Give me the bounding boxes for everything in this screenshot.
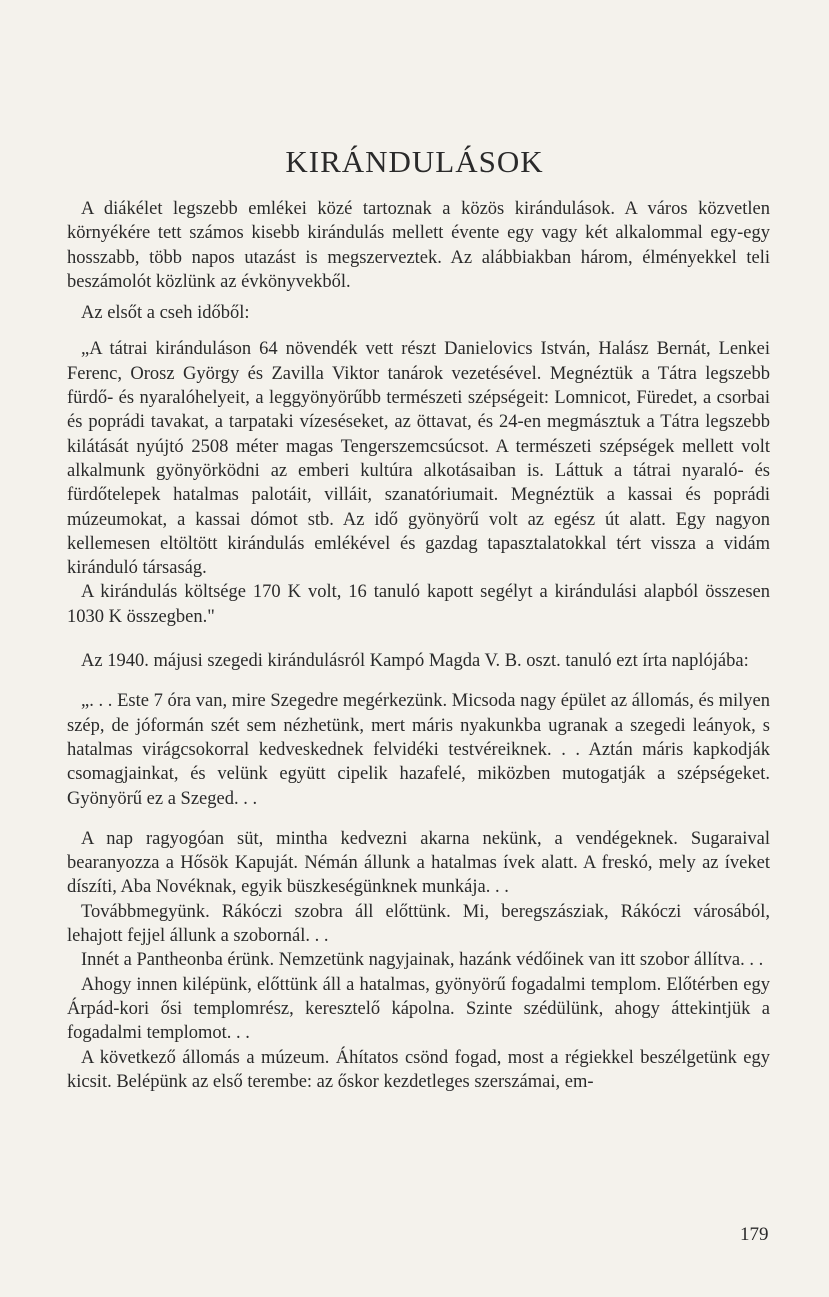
- paragraph-szeged-rakoczi: Továbbmegyünk. Rákóczi szobra áll előttünk. Mi, beregszásziak, Rákóczi városából, lehajott fejjel állunk a szobornál. . .: [67, 901, 770, 947]
- paragraph-tatra-report: „A tátrai kiránduláson 64 növendék vett részt Danielovics István, Halász Bernát, Lenkei Ferenc, Orosz György és Zavilla Viktor tanárok vezetésével. Megnéztük a Tátra legszebb fürdő- és nyaralóhelyeit, a leggyönyörűbb természeti szépségeit: Lomnicot, Füredet, a csorbai és poprádi tavakat, a tarpataki vízeséseket, az öttavat, és 24-en megmásztuk a Tátra legszebb kilátását nyújtó 2508 méter magas Tengerszemcsúcsot. A természeti szépségek mellett volt alkalmunk gyönyörködni az emberi kultúra alkotásaiban is. Láttuk a tátrai nyaraló- és fürdőtelepek hatalmas palotáit, villáit, szanatóriumait. Megnéztük a kassai és poprádi múzeumokat, a kassai dómot stb. Az idő gyönyörű volt az egész út alatt. Egy nagyon kellemesen eltöltött kirándulás emlékével és gazdag tapasztalatokkal tért vissza a vidám kiránduló társaság.: [67, 339, 770, 579]
- paragraph-szeged-heroes-gate: A nap ragyogóan süt, mintha kedvezni akarna nekünk, a vendégeknek. Sugaraival bearanyozza a Hősök Kapuját. Némán állunk a hatalmas ívek alatt. A freskó, mely az íveket díszíti, Aba Novéknak, egyik büszkeségünknek munkája. . .: [67, 828, 770, 898]
- paragraph-szeged-pantheon: Innét a Pantheonba érünk. Nemzetünk nagyjainak, hazánk védőinek van itt szobor állítva. . .: [81, 950, 764, 971]
- paragraph-szeged-arrival: „. . . Este 7 óra van, mire Szegedre megérkezünk. Micsoda nagy épület az állomás, és milyen szép, de jóformán szét sem nézhetünk, mert máris nyakunkba ugranak a szegedi leányok, s hatalmas virágcsokorral kedveskednek felvidéki testvéreiknek. . . Aztán máris kapkodják csomagjainkat, és velünk együtt cipelik hazafelé, miközben mutogatják a szépségeket. Gyönyörű ez a Szeged. . .: [67, 691, 770, 809]
- chapter-title: KIRÁNDULÁSOK: [285, 144, 544, 179]
- paragraph-tatra-cost: A kirándulás költsége 170 K volt, 16 tanuló kapott segélyt a kirándulási alapból összesen 1030 K összegben.": [67, 582, 770, 627]
- paragraph-first-intro: Az elsőt a cseh időből:: [81, 303, 250, 324]
- page-number: 179: [740, 1224, 769, 1245]
- paragraph-szeged-church: Ahogy innen kilépünk, előttünk áll a hatalmas, gyönyörű fogadalmi templom. Előtérben egy Árpád-kori ősi templomrész, keresztelő kápolna. Szinte szédülünk, ahogy áttekintjük a fogadalmi templomot. . .: [67, 974, 770, 1044]
- body-text: [67, 197, 770, 1094]
- paragraph-intro: A diákélet legszebb emlékei közé tartoznak a közös kirándulások. A város közvetlen környékére tett számos kisebb kirándulás mellett évente egy vagy két alkalommal egy-egy hosszabb, több napos utazást is megszerveztek. Az alábbiakban három, élményekkel teli beszámolót közlünk az évkönyvekből.: [67, 199, 770, 292]
- paragraph-szeged-museum: A következő állomás a múzeum. Áhítatos csönd fogad, most a régiekkel beszélgetünk egy kicsit. Belépünk az első terembe: az őskor kezdetleges szerszámai, em-: [67, 1047, 770, 1092]
- paragraph-szeged-intro: Az 1940. májusi szegedi kirándulásról Kampó Magda V. B. oszt. tanuló ezt írta naplójába:: [81, 651, 749, 672]
